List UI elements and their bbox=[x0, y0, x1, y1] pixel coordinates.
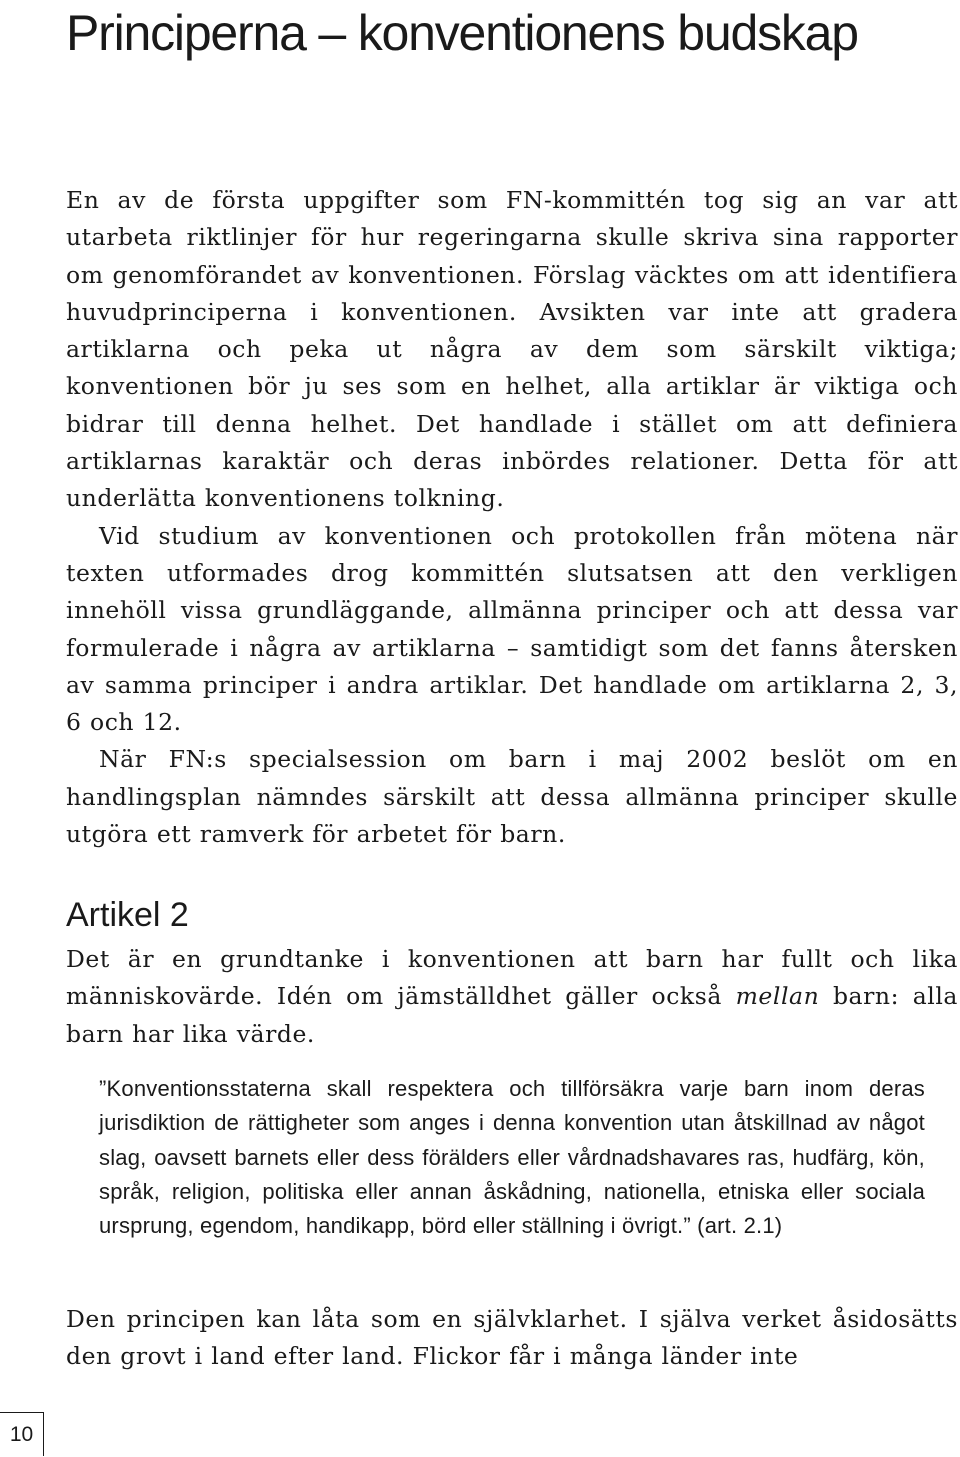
page-title: Principerna – konventionens budskap bbox=[66, 5, 858, 61]
paragraph-text: barn: alla barn har lika värde. bbox=[66, 982, 958, 1048]
page-number: 10 bbox=[0, 1412, 44, 1456]
emphasized-word: mellan bbox=[735, 982, 820, 1011]
artikel-2-section bbox=[66, 941, 958, 1053]
section-heading-artikel-2: Artikel 2 bbox=[66, 896, 189, 934]
body-paragraph: Den principen kan låta som en självklarhet. I själva verket åsidosätts den grovt i land efter land. Flickor får i många länder inte bbox=[66, 1305, 958, 1371]
body-paragraph: En av de första uppgifter som FN-kommittén tog sig an var att utarbeta riktlinjer för hur regeringarna skulle skriva sina rapporter om genomförandet av konventionen. Förslag väcktes om att identifiera huvudprinciperna i konventionen. Avsikten var inte att gradera artiklarna och peka ut några av dem som särskilt viktiga; konventionen bör ju ses som en helhet, alla artiklar är viktiga och bidrar till denna helhet. Det handlade i stället om att definiera artiklarnas karaktär och deras inbördes relationer. Detta för att underlätta konventionens tolkning. bbox=[66, 186, 958, 513]
intro-section bbox=[66, 182, 958, 853]
closing-section bbox=[66, 1301, 958, 1376]
body-paragraph bbox=[66, 941, 958, 1053]
paragraph-text: Det är en grundtanke i konventionen att barn har fullt och lika människovärde. Idén om jämställdhet gäller också bbox=[66, 945, 958, 1011]
body-paragraph: Vid studium av konventionen och protokollen från mötena när texten utformades drog kommittén slutsatsen att den verkligen innehöll vissa grundläggande, allmänna principer och att dessa var formulerade i några av artiklarna – samtidigt som det fanns återsken av samma principer i andra artiklar. Det handlade om artiklarna 2, 3, 6 och 12. bbox=[66, 521, 958, 737]
block-quote: ”Konventionsstaterna skall respektera och tillförsäkra varje barn inom deras jurisdiktion de rättigheter som anges i denna konvention utan åtskillnad av något slag, oavsett barnets eller dess förälders eller vårdnadshavares ras, hudfärg, kön, språk, religion, politiska eller annan åskådning, nationella, etniska eller sociala ursprung, egendom, handikapp, börd eller ställning i övrigt.” (art. 2.1) bbox=[99, 1076, 925, 1239]
body-paragraph: När FN:s specialsession om barn i maj 2002 beslöt om en handlingsplan nämndes särskilt att dessa allmänna principer skulle utgöra ett ramverk för arbetet för barn. bbox=[66, 745, 958, 849]
